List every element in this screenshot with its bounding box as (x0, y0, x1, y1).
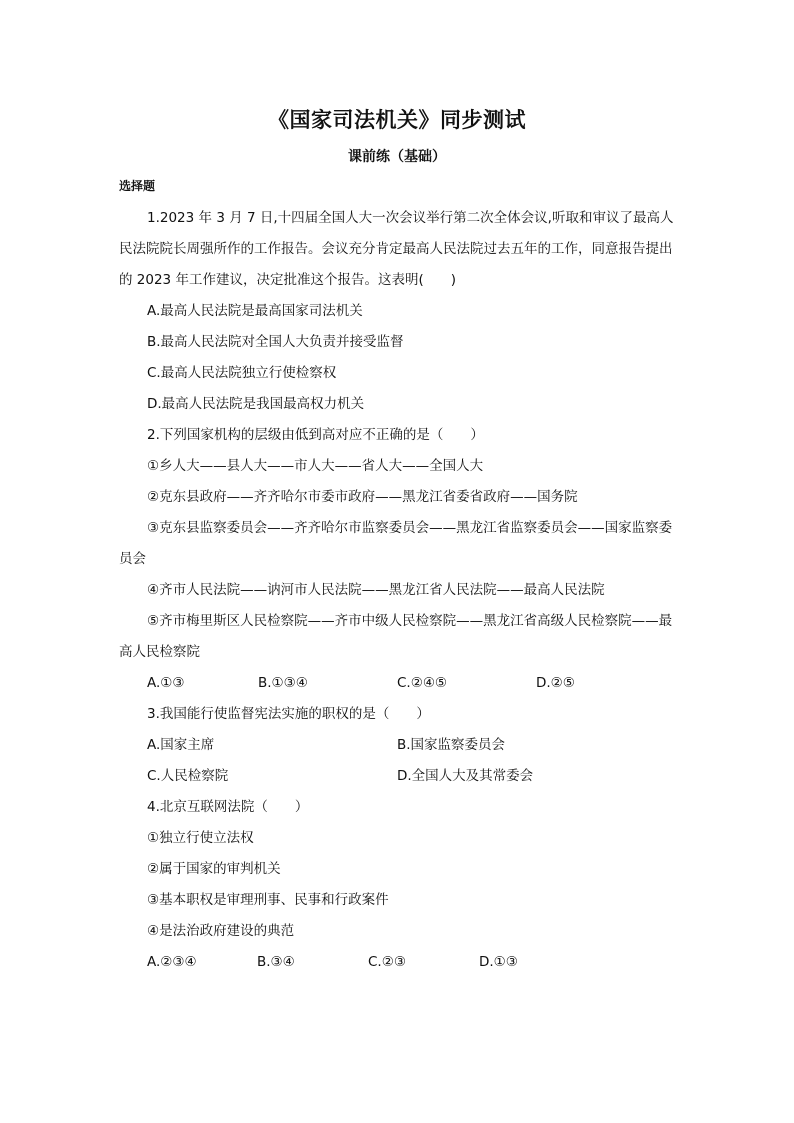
question-2-item-3: ③克东县监察委员会——齐齐哈尔市监察委员会——黑龙江省监察委员会——国家监察委员会 (119, 520, 673, 567)
question-3-stem: 3.我国能行使监督宪法实施的职权的是（ ） (147, 706, 430, 722)
question-3-option-c: C.人民检察院 (147, 768, 229, 784)
question-2-option-d: D.②⑤ (536, 675, 575, 691)
question-4-option-d: D.①③ (479, 954, 518, 970)
question-4-item-1: ①独立行使立法权 (147, 830, 254, 846)
question-2-stem: 2.下列国家机构的层级由低到高对应不正确的是（ ） (147, 427, 484, 443)
document-subtitle: 课前练（基础） (348, 149, 446, 165)
question-2-item-4: ④齐市人民法院——讷河市人民法院——黑龙江省人民法院——最高人民法院 (147, 582, 605, 598)
question-2-option-a: A.①③ (147, 675, 185, 691)
question-4-item-3: ③基本职权是审理刑事、民事和行政案件 (147, 892, 389, 908)
question-1-option-d: D.最高人民法院是我国最高权力机关 (147, 396, 365, 412)
question-4-option-c: C.②③ (368, 954, 406, 970)
question-3-options-row-2 (119, 761, 675, 792)
question-1-option-b: B.最高人民法院对全国人大负责并接受监督 (147, 334, 404, 350)
question-3-option-b: B.国家监察委员会 (397, 737, 506, 753)
question-4-item-4: ④是法治政府建设的典范 (147, 923, 295, 939)
question-4-option-a: A.②③④ (147, 954, 197, 970)
question-4-stem: 4.北京互联网法院（ ） (147, 799, 309, 815)
question-list (119, 203, 675, 978)
question-2-option-b: B.①③④ (258, 675, 308, 691)
document-title: 《国家司法机关》同步测试 (268, 108, 526, 132)
question-4-item-2: ②属于国家的审判机关 (147, 861, 281, 877)
question-3-options-row-1 (119, 730, 675, 761)
question-3-option-a: A.国家主席 (147, 737, 215, 753)
question-1-stem: 1.2023 年 3 月 7 日,十四届全国人大一次会议举行第二次全体会议,听取和审议了最高人民法院院长周强所作的工作报告。会议充分肯定最高人民法院过去五年的工作，同意报告提出的 2023 年工作建议，决定批准这个报告。这表明( ) (119, 210, 674, 288)
question-2-option-c: C.②④⑤ (397, 675, 448, 691)
question-4-options (119, 947, 675, 978)
question-1-option-c: C.最高人民法院独立行使检察权 (147, 365, 337, 381)
question-2-item-2: ②克东县政府——齐齐哈尔市委市政府——黑龙江省委省政府——国务院 (147, 489, 578, 505)
section-heading: 选择题 (119, 179, 156, 193)
question-2-options (119, 668, 675, 699)
question-4-option-b: B.③④ (257, 954, 295, 970)
question-2-item-1: ①乡人大——县人大——市人大——省人大——全国人大 (147, 458, 484, 474)
question-2-item-5: ⑤齐市梅里斯区人民检察院——齐市中级人民检察院——黑龙江省高级人民检察院——最高人民检察院 (119, 613, 673, 660)
question-1-option-a: A.最高人民法院是最高国家司法机关 (147, 303, 363, 319)
question-3-option-d: D.全国人大及其常委会 (397, 768, 534, 784)
